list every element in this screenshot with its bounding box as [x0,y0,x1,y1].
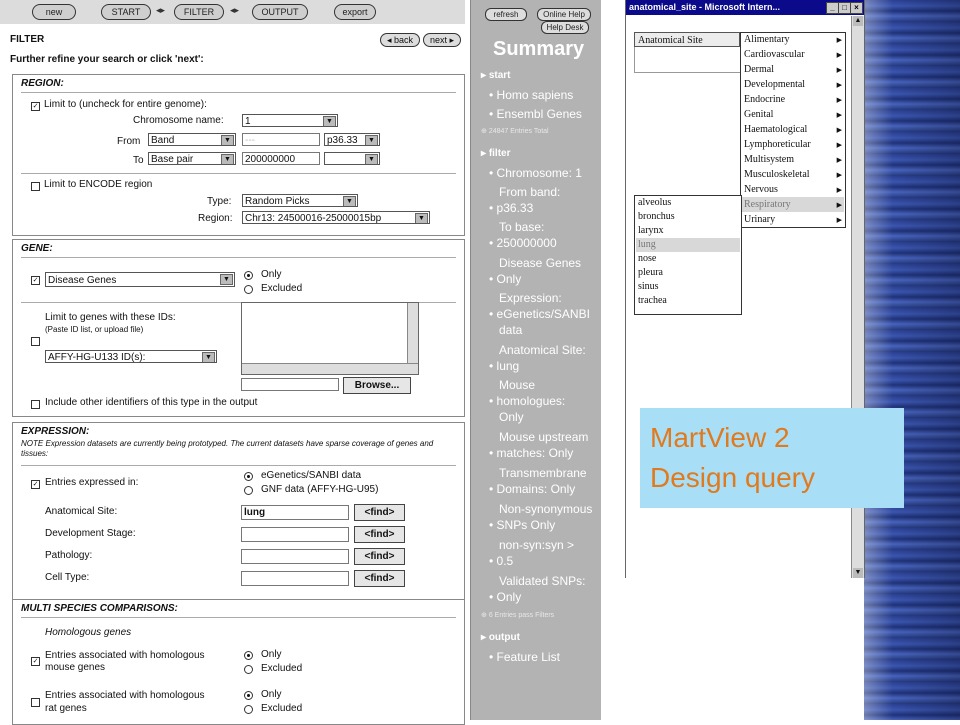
menu-item[interactable]: Alimentary [744,34,790,45]
arrow-icon: ◂▸ [156,5,166,15]
summary-filter-mouse-line1: Mouse [499,378,536,392]
region-label: Region: [198,213,233,224]
cell-type-label: Cell Type: [45,572,90,583]
menu-item-respiratory[interactable]: Respiratory [744,199,791,210]
summary-filter-upstream-line2: • matches: Only [489,446,574,460]
to-label: To [133,155,144,166]
expression-heading: EXPRESSION: [21,426,90,437]
pathology-label: Pathology: [45,550,93,561]
gene-checkbox[interactable]: ✓ [32,277,39,284]
entries-pass: ⊕ 6 Entries pass Filters [481,612,555,619]
mouse-checkbox[interactable]: ✓ [32,658,39,665]
refresh-button[interactable]: refresh [485,8,527,21]
summary-filter-disease-line1: Disease Genes [499,256,582,270]
egenetics-radio[interactable] [244,472,253,481]
output-section-heading: ▸ output [481,632,520,643]
rat-label-line2: rat genes [45,703,87,714]
summary-species: • Homo sapiens [489,88,574,102]
filter-button[interactable]: FILTER [174,4,224,20]
summary-filter-validated-line2: • Only [489,590,522,604]
to-value-input[interactable]: 200000000 [242,152,320,165]
menu-item[interactable]: Lymphoreticular [744,139,811,150]
mouse-label-line2: mouse genes [45,662,106,673]
summary-filter-transmembrane-line2: • Domains: Only [489,482,576,496]
summary-filter-to-line2: • 250000000 [489,236,557,250]
to-type-select[interactable]: Base pair ▼ [148,152,236,165]
development-stage-input[interactable] [241,527,349,542]
summary-filter-upstream-line1: Mouse upstream [499,430,589,444]
start-section-heading: ▸ start [481,70,511,81]
mouse-only-label: Only [261,649,282,660]
find-anatomical-button[interactable]: <find> [354,504,405,521]
filter-title: FILTER [10,34,45,45]
scroll-down-icon[interactable]: ▼ [854,569,862,576]
chromosome-select[interactable]: 1 ▼ [242,114,338,127]
summary-title: Summary [493,38,585,60]
ids-sublabel: (Paste ID list, or upload file) [45,325,144,334]
next-button[interactable]: next ▸ [423,33,461,47]
mouse-excluded-label: Excluded [261,663,303,674]
to-band-select[interactable]: ▼ [324,152,380,165]
rat-only-label: Only [261,689,282,700]
expression-section [12,422,465,616]
gene-type-select[interactable]: Disease Genes ▼ [45,272,235,287]
region-heading: REGION: [21,78,64,89]
rat-only-radio[interactable] [244,691,253,700]
expression-note: NOTE Expression datasets are currently being prototyped. The current datasets have sparse coverage of genes and tissues: [21,439,434,458]
menu-item[interactable]: Genital [744,109,774,120]
development-stage-label: Development Stage: [45,528,136,539]
submenu-item[interactable]: nose [638,253,657,264]
find-development-button[interactable]: <find> [354,526,405,543]
instruction-text: Further refine your search or click 'next': [10,54,204,65]
decorative-background [864,0,960,720]
window-title-bar [626,0,864,15]
summary-feature-list: • Feature List [489,650,560,664]
file-input[interactable] [241,378,339,391]
summary-filter-mouse-line3: Only [499,410,524,424]
submenu-item[interactable]: larynx [638,225,664,236]
menu-item[interactable]: Dermal [744,64,774,75]
submenu-item[interactable]: sinus [638,281,659,292]
summary-filter-from-line1: From band: [499,185,561,199]
pathology-input[interactable] [241,549,349,564]
arrow-icon: ◂▸ [230,5,240,15]
summary-filter-nonsyn-line1: Non-synonymous [499,502,593,516]
anatomical-site-dropdown[interactable]: Anatomical Site [634,32,740,47]
summary-filter-expression-line1: Expression: [499,291,562,305]
filter-panel [0,24,470,720]
menu-item[interactable]: Multisystem [744,154,795,165]
menu-item[interactable]: Musculoskeletal [744,169,810,180]
summary-filter-expression-line3: data [499,323,523,337]
expression-checkbox[interactable]: ✓ [32,481,39,488]
summary-filter-mouse-line2: • homologues: [489,394,566,408]
summary-filter-ratio-line1: non-syn:syn > [499,538,575,552]
caption-line-2: Design query [650,462,815,493]
homologous-genes-label: Homologous genes [45,627,132,638]
mouse-excluded-radio[interactable] [244,665,253,674]
summary-filter-from-line2: • p36.33 [489,201,534,215]
mouse-only-radio[interactable] [244,651,253,660]
ids-checkbox[interactable] [31,337,40,346]
find-cell-type-button[interactable]: <find> [354,570,405,587]
back-button[interactable]: ◂ back [380,33,420,47]
horizontal-scrollbar[interactable] [242,363,418,374]
summary-filter-disease-line2: • Only [489,272,522,286]
ids-textarea[interactable] [241,302,419,375]
top-navigation [0,0,465,25]
summary-filter-anatomical-line1: Anatomical Site: [499,343,586,357]
multi-species-heading: MULTI SPECIES COMPARISONS: [21,603,178,614]
filter-section-heading: ▸ filter [481,148,511,159]
ids-label: Limit to genes with these IDs: [45,312,176,323]
submenu-item[interactable]: alveolus [638,197,672,208]
menu-item[interactable]: Endocrine [744,94,786,105]
entries-total: ⊕ 24847 Entries Total [481,128,549,135]
rat-excluded-radio[interactable] [244,705,253,714]
summary-filter-chromosome: • Chromosome: 1 [489,166,582,180]
slide-caption-box [640,408,904,508]
rat-checkbox[interactable] [31,698,40,707]
from-value-input[interactable]: --- [242,133,320,146]
limit-checkbox[interactable]: ✓ [32,103,39,110]
encode-region-select[interactable]: Chr13: 24500016-25000015bp ▼ [242,211,430,224]
from-band-select[interactable]: p36.33 ▼ [324,133,380,146]
chromosome-label: Chromosome name: [133,115,224,126]
menu-item[interactable]: Nervous [744,184,778,195]
browse-button[interactable]: Browse... [343,377,411,394]
anatomical-site-input[interactable]: lung [241,505,349,520]
submenu-item[interactable]: bronchus [638,211,675,222]
gene-excluded-label: Excluded [261,283,303,294]
gene-heading: GENE: [21,243,53,254]
submenu-item-lung[interactable]: lung [638,239,656,250]
find-pathology-button[interactable]: <find> [354,548,405,565]
caption-line-1: MartView 2 [650,422,790,453]
include-checkbox[interactable] [31,400,40,409]
start-button[interactable]: START [101,4,151,20]
summary-filter-nonsyn-line2: • SNPs Only [489,518,556,532]
summary-filter-ratio-line2: • 0.5 [489,554,514,568]
gene-section [12,239,465,417]
menu-item[interactable]: Urinary [744,214,776,225]
menu-item[interactable]: Cardiovascular [744,49,805,60]
subcategory-menu [634,195,742,315]
summary-dataset: • Ensembl Genes [489,107,582,121]
summary-panel [470,0,601,720]
limit-label: Limit to (uncheck for entire genome): [44,99,207,110]
help-desk-button[interactable]: Help Desk [541,21,589,34]
mouse-label-line1: Entries associated with homologous [45,650,205,661]
category-menu: Alimentary ▶ Cardiovascular ▶ Dermal ▶ Developmental ▶ Endocrine ▶ Genital ▶ Haematological ▶ Lymphoreticular ▶ Multisystem ▶ Musculoskeletal ▶ Nervous ▶ Respiratory ▶ Urinary ▶ [740,32,846,228]
include-label: Include other identifiers of this type in the output [45,397,258,408]
export-button[interactable]: export [334,4,376,20]
id-type-select[interactable]: AFFY-HG-U133 ID(s): ▼ [45,350,217,363]
anatomical-site-label: Anatomical Site: [45,506,118,517]
gene-only-radio[interactable] [244,271,253,280]
encode-label: Limit to ENCODE region [44,179,153,190]
gene-only-label: Only [261,269,282,280]
encode-checkbox[interactable] [31,182,40,191]
window-title: anatomical_site - Microsoft Intern... [629,2,781,12]
summary-filter-expression-line2: • eGenetics/SANBI [489,307,590,321]
gene-excluded-radio[interactable] [244,285,253,294]
menu-item[interactable]: Haematological [744,124,808,135]
summary-filter-validated-line1: Validated SNPs: [499,574,586,588]
minimize-icon[interactable]: _ [826,2,839,14]
submenu-item[interactable]: pleura [638,267,663,278]
multi-species-section [12,599,465,725]
submenu-item[interactable]: trachea [638,295,667,306]
region-section [12,74,465,236]
scroll-up-icon[interactable]: ▲ [854,17,862,24]
online-help-button[interactable]: Online Help [537,8,591,21]
summary-filter-anatomical-line2: • lung [489,359,520,373]
cell-type-input[interactable] [241,571,349,586]
maximize-icon[interactable]: □ [838,2,851,14]
new-button[interactable]: new [32,4,76,20]
rat-excluded-label: Excluded [261,703,303,714]
rat-label-line1: Entries associated with homologous [45,690,205,701]
entries-expressed-label: Entries expressed in: [45,477,139,488]
close-icon[interactable]: × [850,2,863,14]
type-label: Type: [207,196,232,207]
from-type-select[interactable]: Band ▼ [148,133,236,146]
gnf-radio[interactable] [244,486,253,495]
summary-filter-to-line1: To base: [499,220,545,234]
encode-type-select[interactable]: Random Picks ▼ [242,194,358,207]
gnf-label: GNF data (AFFY-HG-U95) [261,484,379,495]
egenetics-label: eGenetics/SANBI data [261,470,362,481]
menu-item[interactable]: Developmental [744,79,806,90]
summary-filter-transmembrane-line1: Transmembrane [499,466,587,480]
from-label: From [117,136,141,147]
dropdown-list [634,47,742,73]
output-button[interactable]: OUTPUT [252,4,308,20]
vertical-scrollbar[interactable] [407,303,418,363]
